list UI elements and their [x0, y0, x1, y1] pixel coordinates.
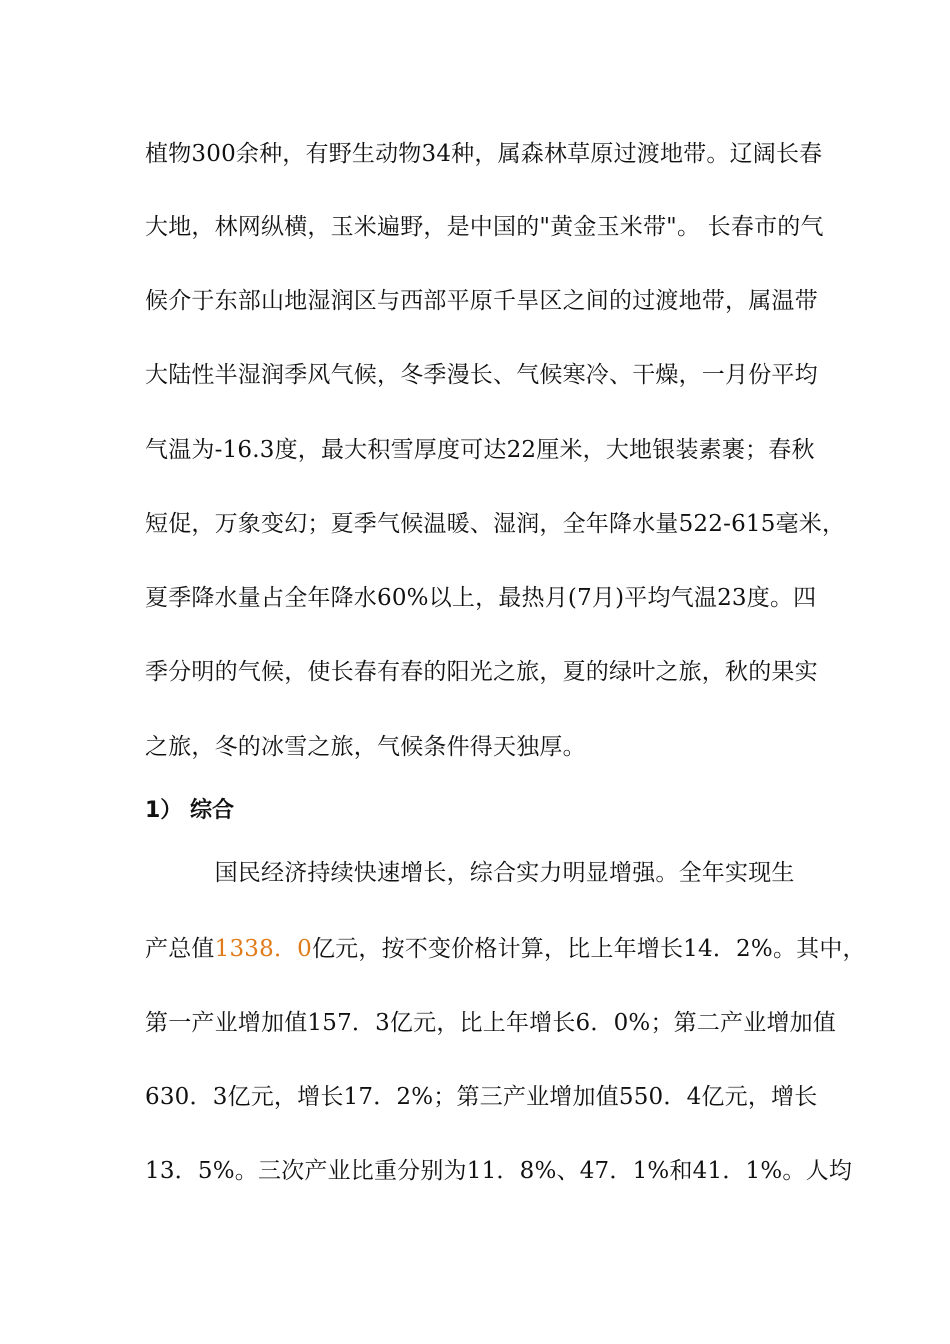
paragraph-line: 夏季降水量占全年降水60%以上，最热月(7月)平均气温23度。四	[145, 585, 817, 611]
paragraph-line: 630．3亿元，增长17．2%；第三产业增加值550．4亿元，增长	[145, 1084, 818, 1110]
paragraph-line: 第一产业增加值157．3亿元，比上年增长6．0%；第二产业增加值	[145, 1010, 837, 1036]
section-heading: 1） 综合	[145, 798, 234, 823]
paragraph-line: 13．5%。三次产业比重分别为11．8%、47．1%和41．1%。人均	[145, 1158, 853, 1184]
highlighted-value: 1338．0	[214, 936, 312, 962]
paragraph-line: 季分明的气候，使长春有春的阳光之旅，夏的绿叶之旅，秋的果实	[145, 659, 818, 685]
paragraph-line: 植物300余种，有野生动物34种，属森林草原过渡地带。辽阔长春	[145, 141, 823, 167]
text-span: 产总值	[145, 936, 215, 962]
paragraph-line: 大陆性半湿润季风气候，冬季漫长、气候寒冷、干燥，一月份平均	[145, 362, 818, 388]
paragraph-line: 之旅，冬的冰雪之旅，气候条件得天独厚。	[145, 734, 586, 760]
paragraph-line	[145, 934, 866, 964]
paragraph-line: 短促，万象变幻；夏季气候温暖、湿润，全年降水量522-615毫米，	[145, 511, 846, 537]
paragraph-line: 候介于东部山地湿润区与西部平原千旱区之间的过渡地带，属温带	[145, 288, 818, 314]
text-span: 亿元，按不变价格计算，比上年增长14．2%。其中，	[311, 936, 866, 962]
paragraph-line: 大地，林网纵横，玉米遍野，是中国的"黄金玉米带"。 长春市的气	[145, 214, 824, 240]
paragraph-line: 国民经济持续快速增长，综合实力明显增强。全年实现生	[145, 860, 795, 886]
paragraph-line: 气温为-16.3度，最大积雪厚度可达22厘米，大地银装素裹；春秋	[145, 437, 815, 463]
